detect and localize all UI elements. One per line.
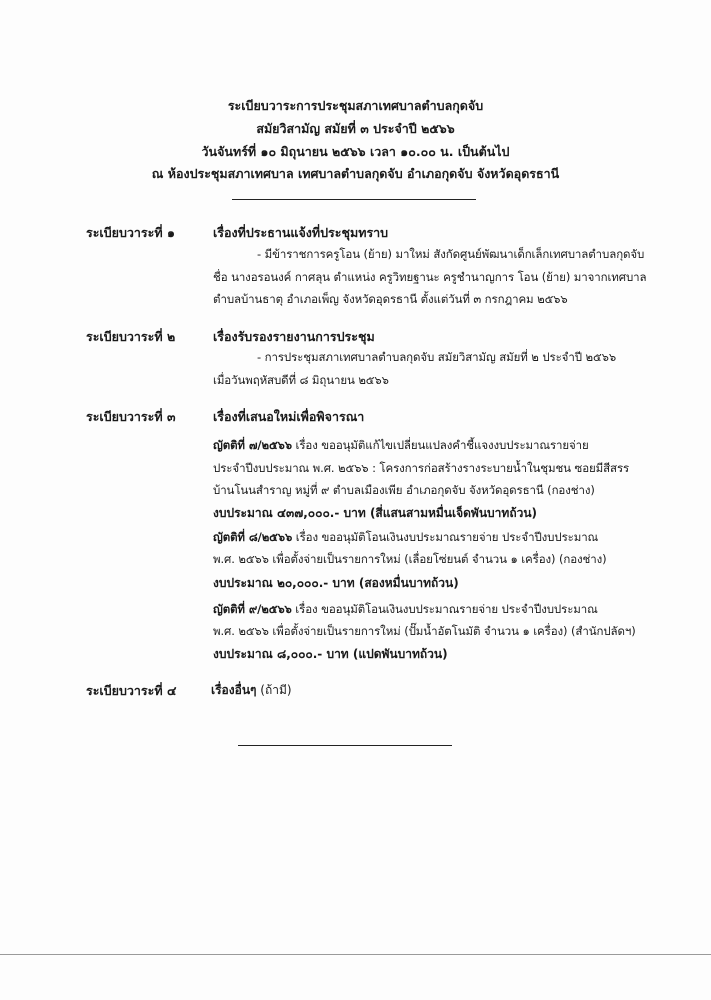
agenda-2-label: ระเบียบวาระที่ ๒ bbox=[86, 329, 176, 344]
motion-7-subject: เรื่อง ขออนุมัติแก้ไขเปลี่ยนแปลงคำชี้แจงงบประมาณรายจ่าย bbox=[291, 438, 589, 452]
motion-9-line-1 bbox=[213, 601, 598, 619]
agenda-4-title-suffix: (ถ้ามี) bbox=[256, 683, 292, 697]
date-time-line: วันจันทร์ที่ ๑๐ มิถุนายน ๒๕๖๖ เวลา ๑๐.๐๐ น. เป็นต้นไป bbox=[201, 144, 510, 159]
motion-8-line-1 bbox=[213, 529, 598, 547]
motion-7-number: ญัตติที่ ๗/๒๕๖๖ bbox=[213, 438, 292, 452]
agenda-1-line-3: ตำบลบ้านธาตุ อำเภอเพ็ญ จังหวัดอุดรธานี ตั้งแต่วันที่ ๓ กรกฎาคม ๒๕๖๖ bbox=[213, 292, 568, 306]
agenda-1-label: ระเบียบวาระที่ ๑ bbox=[86, 225, 175, 240]
motion-8-budget: งบประมาณ ๒๐,๐๐๐.- บาท (สองหมื่นบาทถ้วน) bbox=[213, 576, 459, 590]
agenda-1-line-1: - มีข้าราชการครูโอน (ย้าย) มาใหม่ สังกัดศูนย์พัฒนาเด็กเล็กเทศบาลตำบลกุดจับ bbox=[257, 247, 645, 261]
motion-7-budget: งบประมาณ ๔๓๗,๐๐๐.- บาท (สี่แสนสามหมื่นเจ็ดพันบาทถ้วน) bbox=[213, 506, 538, 520]
page-bottom-edge bbox=[0, 954, 711, 955]
motion-7-line-3: บ้านโนนสำราญ หมู่ที่ ๙ ตำบลเมืองเพีย อำเภอกุดจับ จังหวัดอุดรธานี (กองช่าง) bbox=[213, 483, 595, 497]
motion-8-subject: เรื่อง ขออนุมัติโอนเงินงบประมาณรายจ่าย ประจำปีงบประมาณ bbox=[292, 530, 599, 544]
motion-7-line-2: ประจำปีงบประมาณ พ.ศ. ๒๕๖๖ : โครงการก่อสร้างรางระบายน้ำในชุมชน ซอยมีสีสรร bbox=[213, 461, 630, 475]
agenda-1-line-2: ชื่อ นางอรอนงค์ กาศลุน ตำแหน่ง ครูวิทยฐานะ ครูชำนาญการ โอน (ย้าย) มาจากเทศบาล bbox=[213, 270, 647, 284]
doc-title: ระเบียบวาระการประชุมสภาเทศบาลตำบลกุดจับ bbox=[227, 98, 484, 113]
motion-8-line-2: พ.ศ. ๒๕๖๖ เพื่อตั้งจ่ายเป็นรายการใหม่ (เลื่อยโซ่ยนต์ จำนวน ๑ เครื่อง) (กองช่าง) bbox=[213, 552, 607, 566]
motion-8-number: ญัตติที่ ๘/๒๕๖๖ bbox=[213, 530, 293, 544]
motion-9-line-2: พ.ศ. ๒๕๖๖ เพื่อตั้งจ่ายเป็นรายการใหม่ (ปั๊มน้ำอัตโนมัติ จำนวน ๑ เครื่อง) (สำนักปลัดฯ) bbox=[213, 624, 636, 638]
venue-line: ณ ห้องประชุมสภาเทศบาล เทศบาลตำบลกุดจับ อำเภอกุดจับ จังหวัดอุดรธานี bbox=[151, 166, 560, 181]
agenda-2-line-2: เมื่อวันพฤหัสบดีที่ ๘ มิถุนายน ๒๕๖๖ bbox=[213, 373, 389, 387]
agenda-4-label: ระเบียบวาระที่ ๔ bbox=[86, 683, 177, 698]
end-divider bbox=[238, 745, 452, 746]
agenda-4-title-line bbox=[211, 681, 292, 700]
motion-9-budget: งบประมาณ ๘,๐๐๐.- บาท (แปดพันบาทถ้วน) bbox=[213, 647, 448, 661]
agenda-2-line-1: - การประชุมสภาเทศบาลตำบลกุดจับ สมัยวิสามัญ สมัยที่ ๒ ประจำปี ๒๕๖๖ bbox=[257, 350, 617, 364]
header-divider bbox=[232, 199, 476, 200]
agenda-4-title: เรื่องอื่นๆ bbox=[211, 683, 257, 697]
motion-9-subject: เรื่อง ขออนุมัติโอนเงินงบประมาณรายจ่าย ประจำปีงบประมาณ bbox=[291, 602, 598, 616]
motion-9-number: ญัตติที่ ๙/๒๕๖๖ bbox=[213, 602, 292, 616]
agenda-1-title: เรื่องที่ประธานแจ้งที่ประชุมทราบ bbox=[213, 225, 389, 240]
session-line: สมัยวิสามัญ สมัยที่ ๓ ประจำปี ๒๕๖๖ bbox=[256, 121, 455, 136]
agenda-3-label: ระเบียบวาระที่ ๓ bbox=[86, 409, 176, 424]
agenda-2-title: เรื่องรับรองรายงานการประชุม bbox=[213, 329, 375, 344]
motion-7-line-1 bbox=[213, 437, 589, 455]
agenda-3-title: เรื่องที่เสนอใหม่เพื่อพิจารณา bbox=[213, 409, 365, 424]
